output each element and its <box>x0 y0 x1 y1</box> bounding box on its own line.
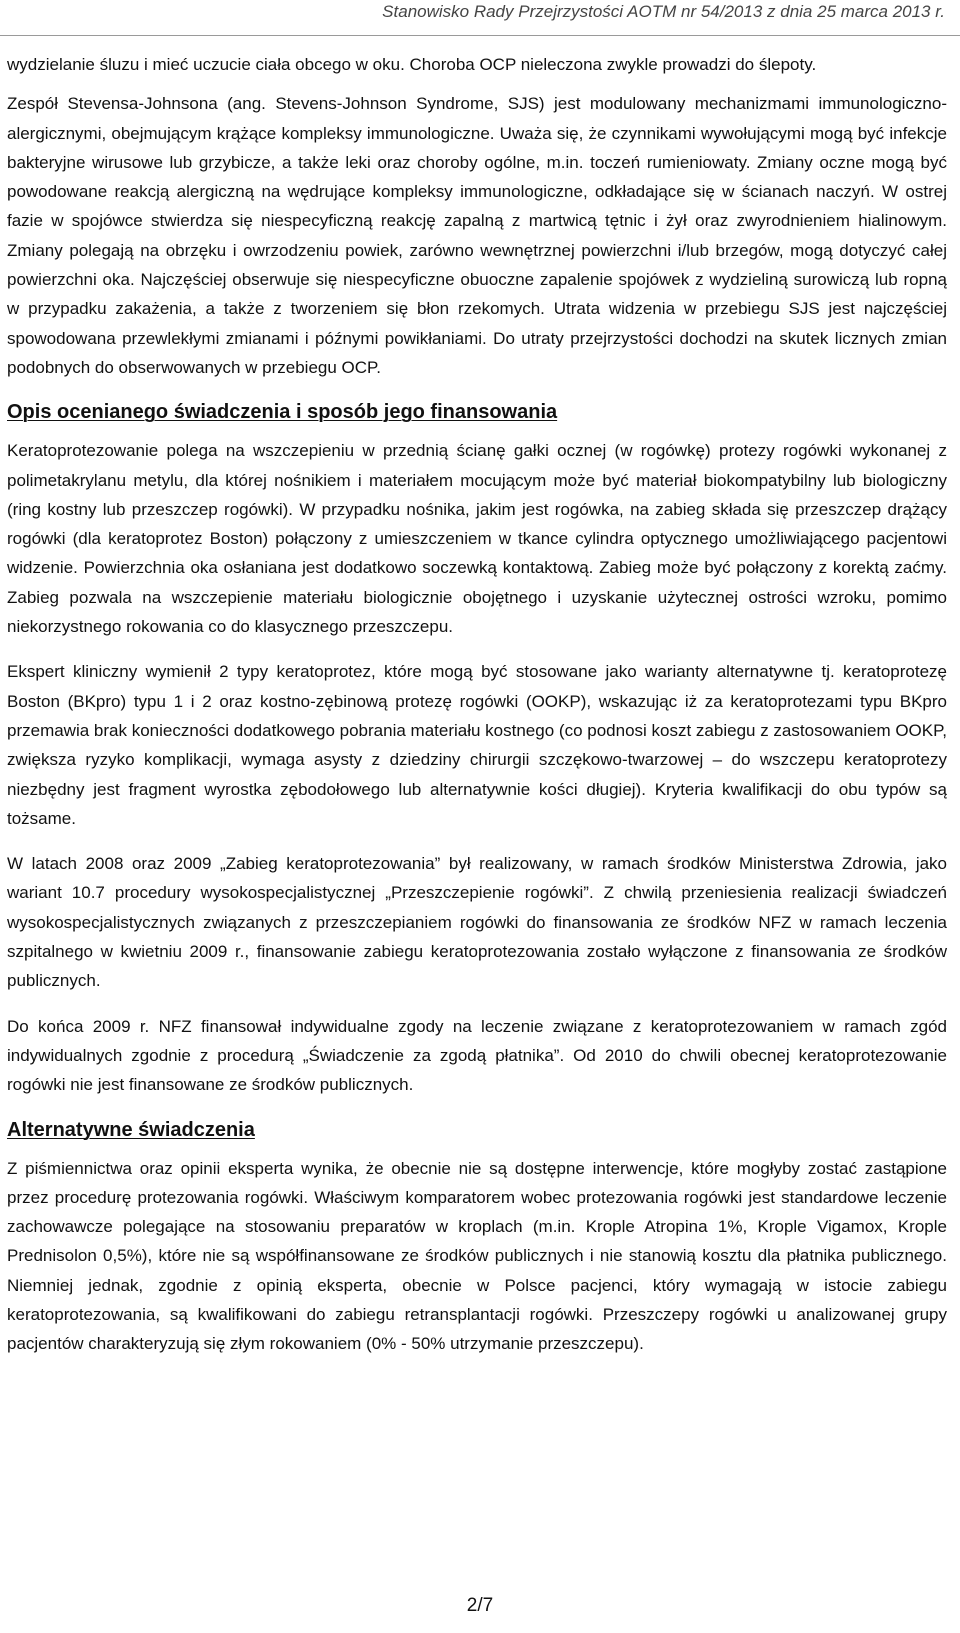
page-content <box>7 50 947 1375</box>
header-divider <box>0 35 960 36</box>
section-heading-opis: Opis ocenianego świadczenia i sposób jego finansowania <box>7 401 558 424</box>
section-heading-alternatywne: Alternatywne świadczenia <box>7 1118 255 1141</box>
paragraph-opis-3: W latach 2008 oraz 2009 „Zabieg keratoprotezowania” był realizowany, w ramach środków Ministerstwa Zdrowia, jako wariant 10.7 procedury wysokospecjalistycznej „Przeszczepienie rogówki”. Z chwilą przeniesienia realizacji świadczeń wysokospecjalistycznych związanych z przeszczepianiem rogówki do finansowania ze środków NFZ w ramach leczenia szpitalnego w kwietniu 2009 r., finansowanie zabiegu keratoprotezowania zostało wyłączone z finansowania ze środków publicznych. <box>7 854 947 991</box>
paragraph-opis-1: Keratoprotezowanie polega na wszczepieniu w przednią ścianę gałki ocznej (w rogówkę) protezy rogówki wykonanej z polimetakrylanu metylu, dla której nośnikiem i materiałem mocującym może być materiał biokompatybilny lub biologiczny (ring kostny lub przeszczep rogówki). W przypadku nośnika, jakim jest rogówka, na zabieg składa się przeszczep drążący rogówki (dla keratoprotez Boston) połączony z umieszczeniem w tkance cylindra optycznego umożliwiającego pacjentowi widzenie. Powierzchnia oka osłaniana jest dodatkowo soczewką kontaktową. Zabieg może być połączony z korektą zaćmy. Zabieg pozwala na wszczepienie materiału biologicznie obojętnego i uzyskanie użytecznej ostrości wzroku, pomimo niekorzystnego rokowania co do klasycznego przeszczepu. <box>7 441 947 637</box>
running-header: Stanowisko Rady Przejrzystości AOTM nr 54/2013 z dnia 25 marca 2013 r. <box>382 2 945 21</box>
paragraph-opis-2: Ekspert kliniczny wymienił 2 typy keratoprotez, które mogą być stosowane jako warianty alternatywne tj. keratoprotezę Boston (BKpro) typu 1 i 2 oraz kostno-zębinową protezę rogówki (OOKP), wskazując iż za keratoprotezami typu BKpro przemawia brak konieczności dodatkowego pobrania materiału kostnego (co podnosi koszt zabiegu z zastosowaniem OOKP, zwiększa ryzyko komplikacji, wymaga asysty z dziedziny chirurgii szczękowo-twarzowej – do wszczepu keratoprotezy niezbędny jest fragment wyrostka zębodołowego lub alternatywnie kości długiej). Kryteria kwalifikacji do obu typów są tożsame. <box>7 662 947 828</box>
paragraph-ocp-continuation: wydzielanie śluzu i mieć uczucie ciała obcego w oku. Choroba OCP nieleczona zwykle prowadzi do ślepoty. <box>7 55 817 74</box>
paragraph-sjs: Zespół Stevensa-Johnsona (ang. Stevens-Johnson Syndrome, SJS) jest modulowany mechanizmami immunologiczno-alergicznymi, obejmującym krążące kompleksy immunologiczne. Uważa się, że czynnikami wywołującymi mogą być infekcje bakteryjne wirusowe lub grzybicze, a także leki oraz choroby ogólne, m.in. toczeń rumieniowaty. Zmiany oczne mogą być powodowane reakcją alergiczną na wędrujące kompleksy immunologiczne, odkładające się w ścianach naczyń. W ostrej fazie w spojówce stwierdza się niespecyficzną reakcję zapalną z martwicą tętnic i żył oraz zwyrodnieniem hialinowym. Zmiany polegają na obrzęku i owrzodzeniu powiek, zarówno wewnętrznej powierzchni i/lub brzegów, mogą dotyczyć całej powierzchni oka. Najczęściej obserwuje się niespecyficzne obuoczne zapalenie spojówek z wydzieliną surowiczą lub ropną w przypadku zakażenia, a także z tworzeniem się błon rzekomych. Utrata widzenia w przebiegu SJS jest najczęściej spowodowana przewlekłymi zmianami i późnymi powikłaniami. Do utraty przejrzystości dochodzi na skutek licznych zmian podobnych do obserwowanych w przebiegu OCP. <box>7 94 947 377</box>
paragraph-alternatywne-1: Z piśmiennictwa oraz opinii eksperta wynika, że obecnie nie są dostępne interwencje, które mogłyby zostać zastąpione przez procedurę protezowania rogówki. Właściwym komparatorem wobec protezowania rogówki jest standardowe leczenie zachowawcze polegające na stosowaniu preparatów w kroplach (m.in. Krople Atropina 1%, Krople Vigamox, Krople Prednisolon 0,5%), które nie są współfinansowane ze środków publicznych i nie stanowią kosztu dla płatnika publicznego. Niemniej jednak, zgodnie z opinią eksperta, obecnie w Polsce pacjenci, który wymagają w istocie zabiegu keratoprotezowania, są kwalifikowani do zabiegu retransplantacji rogówki. Przeszczepy rogówki u analizowanej grupy pacjentów charakteryzują się złym rokowaniem (0% - 50% utrzymanie przeszczepu). <box>7 1158 947 1354</box>
paragraph-opis-4: Do końca 2009 r. NFZ finansował indywidualne zgody na leczenie związane z keratoprotezowaniem w ramach zgód indywidualnych zgodnie z procedurą „Świadczenie za zgodą płatnika”. Od 2010 do chwili obecnej keratoprotezowanie rogówki nie jest finansowane ze środków publicznych. <box>7 1016 947 1095</box>
page-number: 2/7 <box>466 1595 494 1616</box>
